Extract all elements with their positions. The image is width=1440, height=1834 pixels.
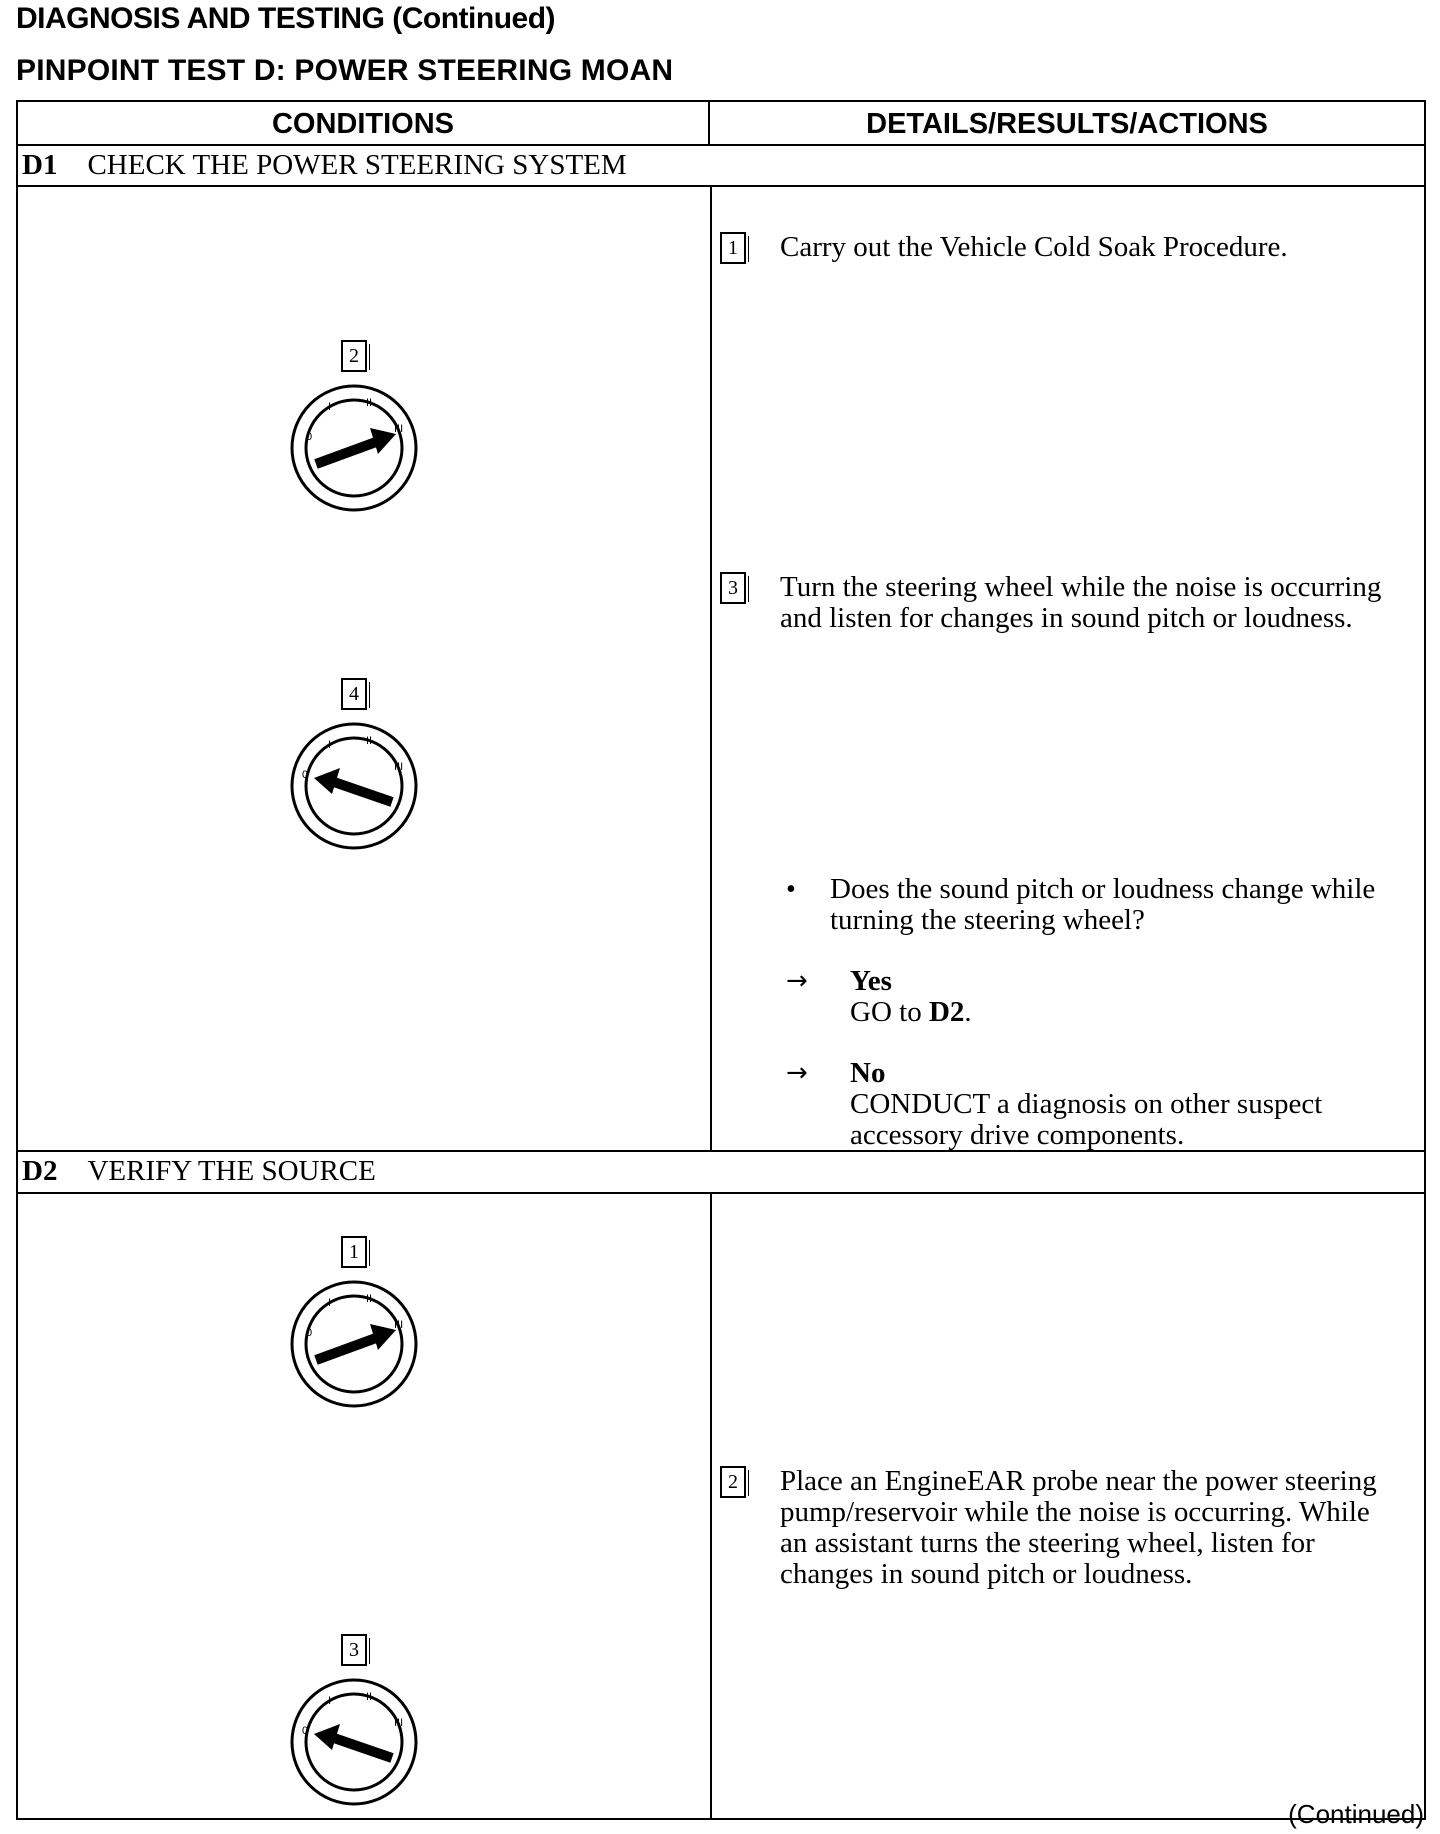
continued-footer: (Continued) <box>1288 1799 1424 1829</box>
action-number: 1 <box>720 232 746 264</box>
result-action <box>850 997 972 1028</box>
condition-number: 3 <box>341 1634 367 1666</box>
action-text <box>780 1466 1377 1590</box>
condition-number: 4 <box>341 678 367 710</box>
bullet-icon: • <box>786 874 796 905</box>
conditions-header: CONDITIONS <box>271 108 455 140</box>
condition-number: 1 <box>341 1236 367 1268</box>
ignition-switch-run-icon <box>288 1278 420 1410</box>
action-number: 3 <box>720 572 746 604</box>
question-line: Does the sound pitch or loudness change while <box>830 873 1376 905</box>
action-line: and listen for changes in sound pitch or loudness. <box>780 602 1353 634</box>
result-yes <box>850 966 972 1028</box>
switch-mark: III <box>394 1717 404 1729</box>
question-line: turning the steering wheel? <box>830 904 1145 936</box>
action-text: Carry out the Vehicle Cold Soak Procedure. <box>780 231 1288 263</box>
result-action-line: accessory drive components. <box>850 1119 1185 1151</box>
action-line: an assistant turns the steering wheel, listen for <box>780 1527 1315 1559</box>
arrow-icon: → <box>786 966 808 996</box>
step-d2-title-text: VERIFY THE SOURCE <box>87 1155 376 1187</box>
page-title: DIAGNOSIS AND TESTING (Continued) <box>16 2 556 35</box>
switch-mark: I <box>328 739 332 751</box>
result-answer: No <box>850 1057 886 1089</box>
action-number: 2 <box>720 1466 746 1498</box>
result-answer: Yes <box>850 965 892 997</box>
condition-number: 2 <box>341 340 367 372</box>
step-d2-title <box>22 1154 376 1188</box>
switch-mark: I <box>328 1695 332 1707</box>
switch-mark: 0 <box>306 1327 313 1339</box>
question-text <box>830 874 1375 936</box>
switch-mark: I <box>328 401 332 413</box>
test-title: PINPOINT TEST D: POWER STEERING MOAN <box>16 54 674 87</box>
switch-mark: I <box>328 1297 332 1309</box>
switch-mark: 0 <box>306 431 313 443</box>
switch-mark: III <box>394 423 404 435</box>
action-line: Place an EngineEAR probe near the power steering <box>780 1465 1377 1497</box>
result-action-ref: D2 <box>928 996 965 1028</box>
switch-mark: II <box>366 1691 373 1703</box>
action-line: changes in sound pitch or loudness. <box>780 1558 1193 1590</box>
action-line: pump/reservoir while the noise is occurring. While <box>780 1496 1370 1528</box>
result-action-line: CONDUCT a diagnosis on other suspect <box>850 1088 1323 1120</box>
action-line: Turn the steering wheel while the noise is occurring <box>780 571 1382 603</box>
details-header: DETAILS/RESULTS/ACTIONS <box>866 108 1268 140</box>
switch-mark: III <box>394 1319 404 1331</box>
step-d1-title-text: CHECK THE POWER STEERING SYSTEM <box>87 149 627 181</box>
result-no <box>850 1058 1322 1151</box>
ignition-switch-off-icon <box>288 720 420 852</box>
switch-mark: II <box>366 735 373 747</box>
action-text <box>780 572 1381 634</box>
switch-mark: II <box>366 397 373 409</box>
ignition-switch-run-icon <box>288 382 420 514</box>
switch-mark: II <box>366 1293 373 1305</box>
switch-mark: 0 <box>302 1725 309 1737</box>
step-d2-id: D2 <box>22 1155 58 1187</box>
switch-mark: 0 <box>302 769 309 781</box>
result-action-suffix: . <box>964 996 972 1028</box>
arrow-icon: → <box>786 1058 808 1088</box>
switch-mark: III <box>394 761 404 773</box>
step-d1-id: D1 <box>22 149 58 181</box>
ignition-switch-off-icon <box>288 1676 420 1808</box>
result-action-prefix: GO to <box>850 996 929 1028</box>
step-d1-title <box>22 148 627 182</box>
